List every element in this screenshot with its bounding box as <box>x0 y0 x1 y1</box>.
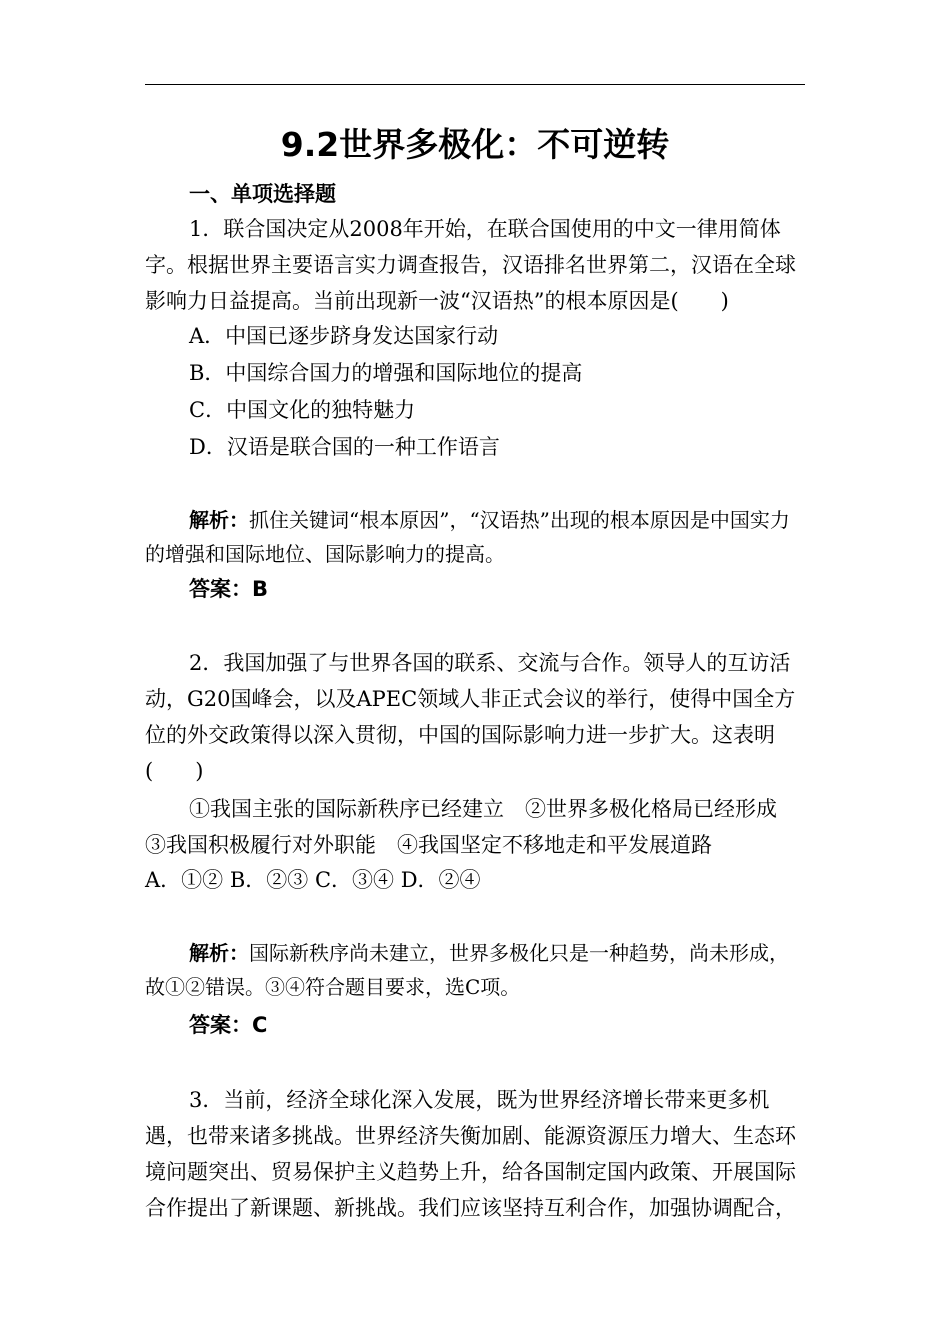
analysis-label: 解析： <box>189 508 249 532</box>
question-1-option-d: D．汉语是联合国的一种工作语言 <box>189 435 500 459</box>
section-heading: 一、单项选择题 <box>189 182 336 206</box>
question-1-option-a: A．中国已逐步跻身发达国家行动 <box>189 324 499 348</box>
question-2-statements: ①我国主张的国际新秩序已经建立 ②世界多极化格局已经形成 ③我国积极履行对外职能 ④我国坚定不移地走和平发展道路 <box>145 797 798 857</box>
question-1-analysis <box>145 503 805 571</box>
question-2-analysis <box>145 936 805 1004</box>
question-1-stem: 1．联合国决定从2008年开始，在联合国使用的中文一律用简体字。根据世界主要语言实力调查报告，汉语排名世界第二，汉语在全球影响力日益提高。当前出现新一波“汉语热”的根本原因是( ) <box>145 217 796 313</box>
question-1-answer: 答案：B <box>189 577 269 601</box>
question-1-option-b: B．中国综合国力的增强和国际地位的提高 <box>189 361 583 385</box>
question-3-stem: 3．当前，经济全球化深入发展，既为世界经济增长带来更多机遇，也带来诸多挑战。世界经济失衡加剧、能源资源压力增大、生态环境问题突出、贸易保护主义趋势上升，给各国制定国内政策、开展国际合作提出了新课题、新挑战。我们应该坚持互利合作，加强协调配合， <box>145 1088 796 1220</box>
analysis-text: 国际新秩序尚未建立，世界多极化只是一种趋势，尚未形成，故①②错误。③④符合题目要求，选C项。 <box>145 941 789 999</box>
question-2-options: A．①② B．②③ C．③④ D．②④ <box>145 868 481 892</box>
analysis-label: 解析： <box>189 941 249 965</box>
question-2-stem: 2．我国加强了与世界各国的联系、交流与合作。领导人的互访活动，G20国峰会，以及APEC领域人非正式会议的举行，使得中国全方位的外交政策得以深入贯彻，中国的国际影响力进一步扩大。这表明( ) <box>145 651 796 783</box>
question-2-answer: 答案：C <box>189 1013 268 1037</box>
analysis-text: 抓住关键词“根本原因”，“汉语热”出现的根本原因是中国实力的增强和国际地位、国际影响力的提高。 <box>145 508 790 566</box>
header-rule <box>145 84 805 85</box>
question-1-option-c: C．中国文化的独特魅力 <box>189 398 416 422</box>
page-title: 9.2世界多极化：不可逆转 <box>280 125 670 164</box>
